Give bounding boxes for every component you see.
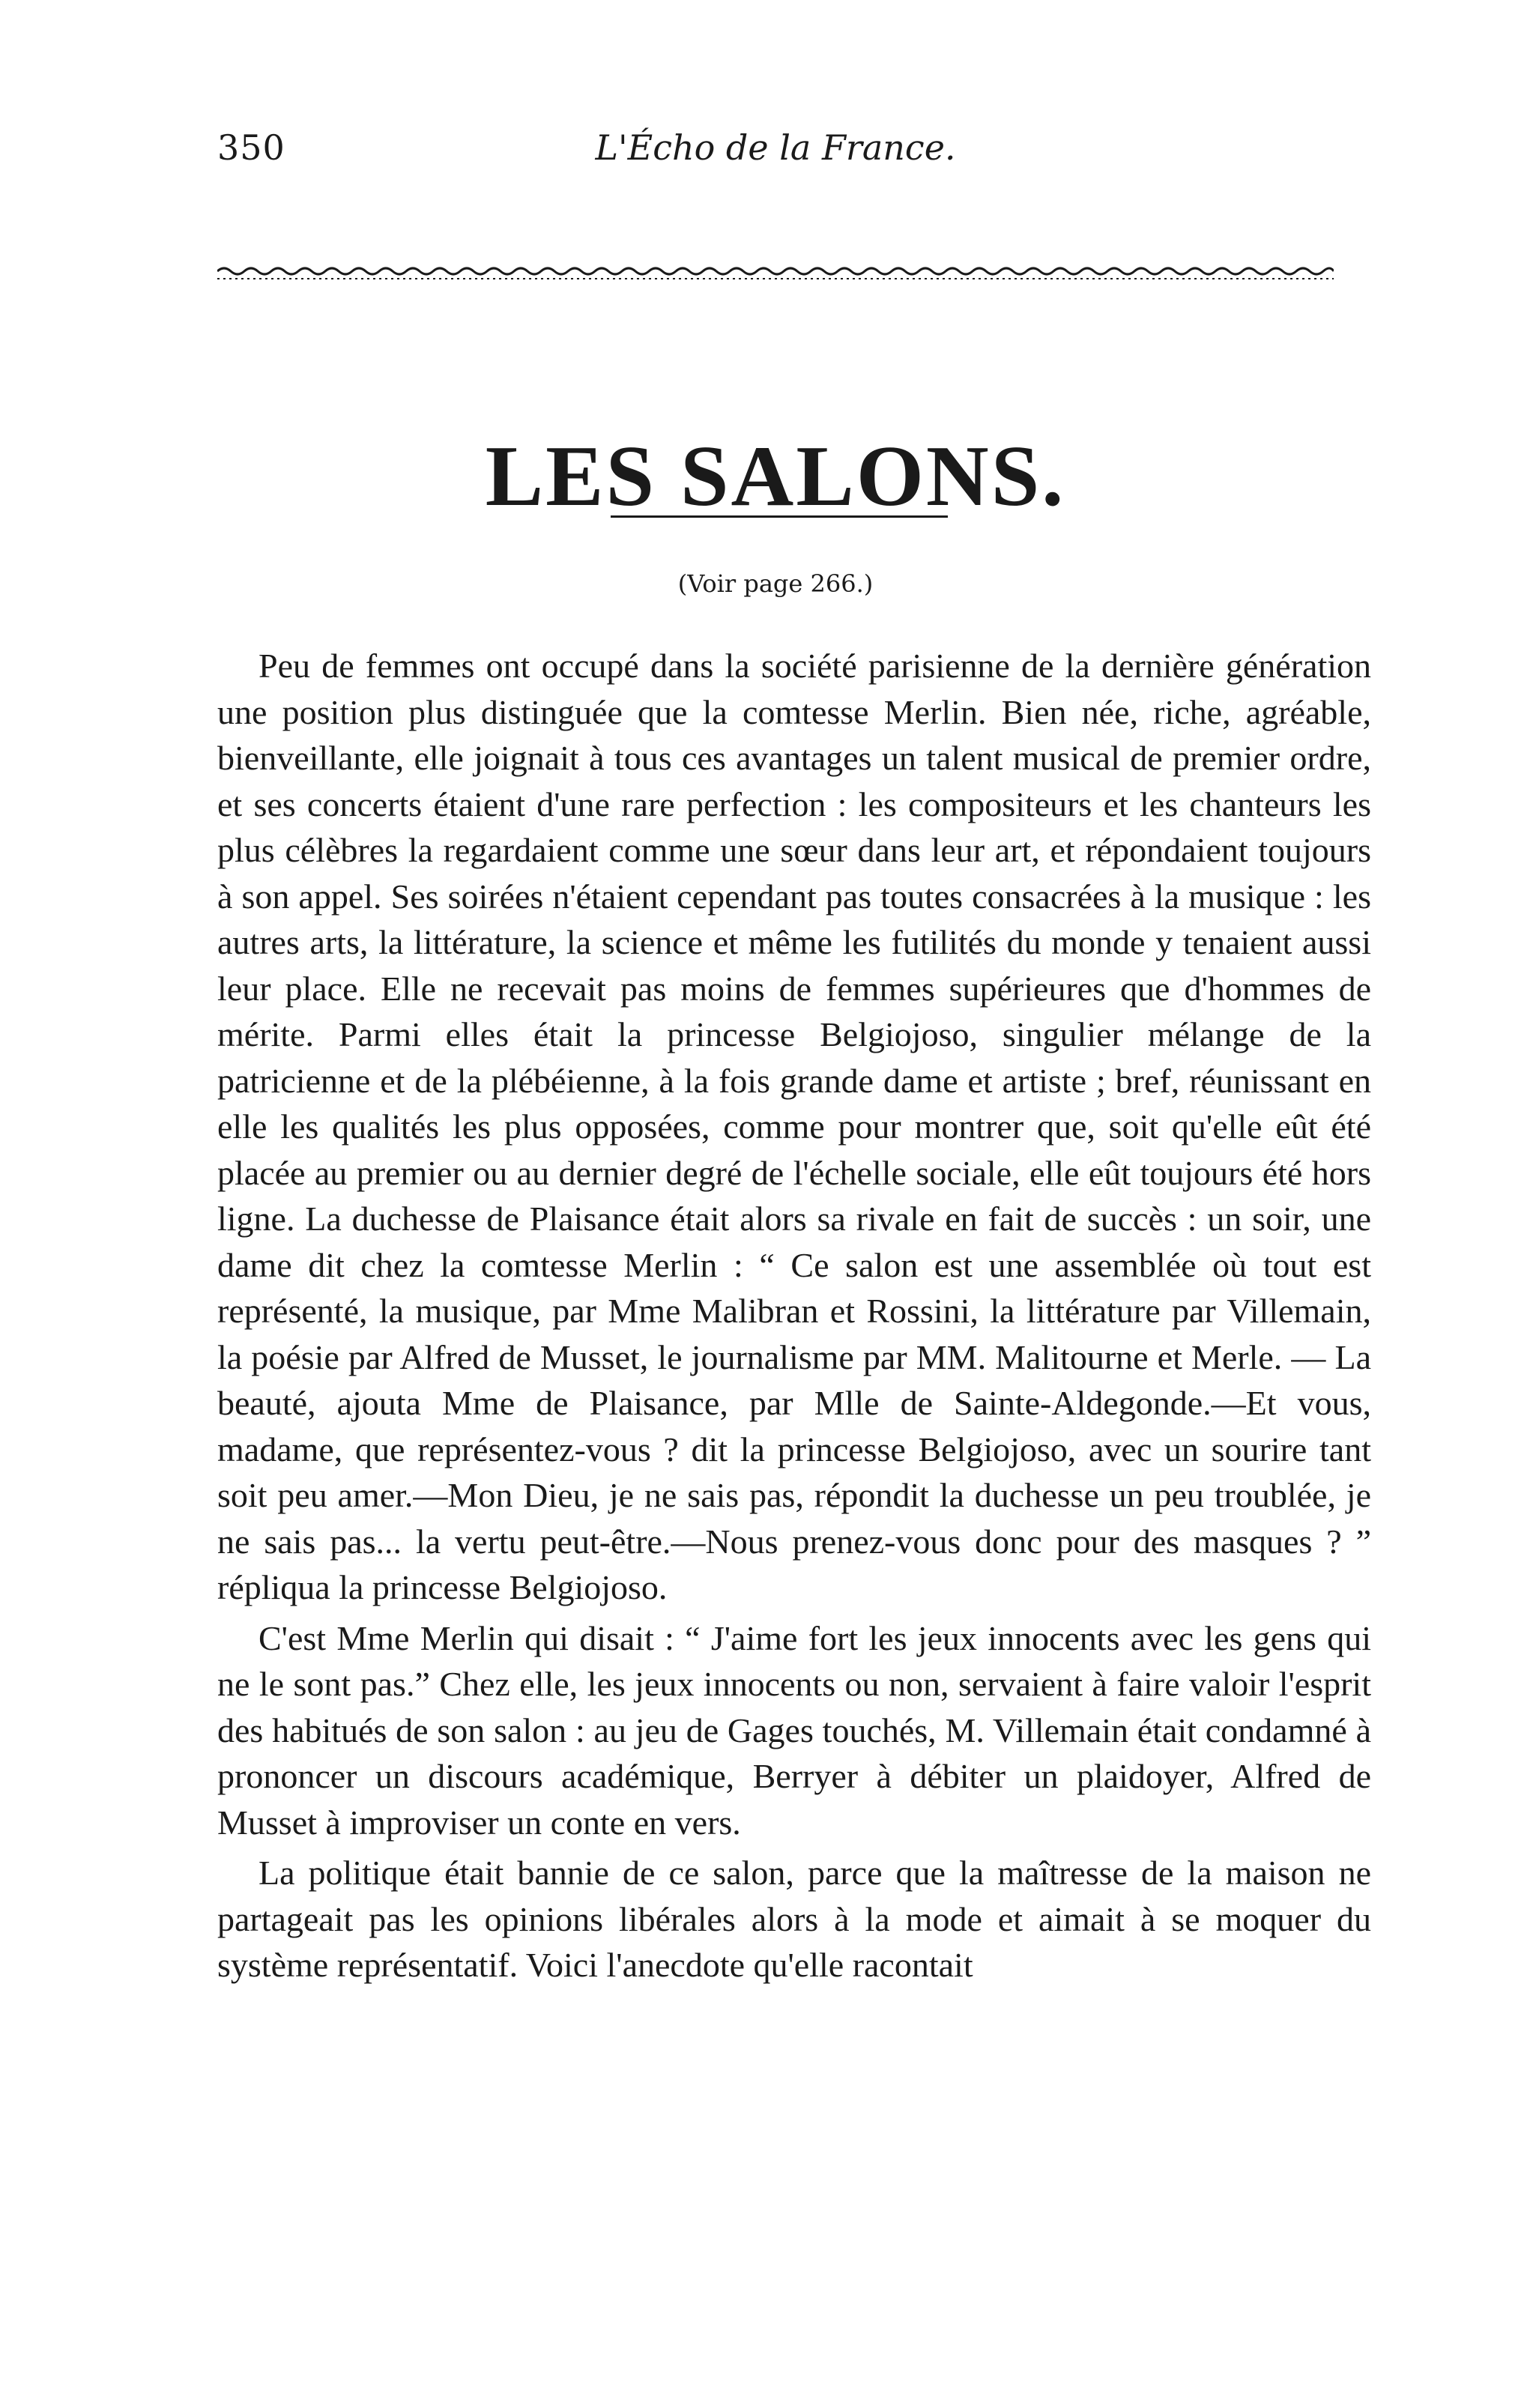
page-reference: (Voir page 266.): [677, 569, 874, 598]
running-head: [217, 127, 1334, 180]
paragraph: La politique était bannie de ce salon, parce que la maîtresse de la maison ne partageait pas les opinions libérales alors à la mode et aimait à se moquer du système représentatif. Voici l'anecdote qu'elle racontait: [217, 1854, 1371, 1984]
paragraph: Peu de femmes ont occupé dans la société parisienne de la dernière génération une position plus distinguée que la comtesse Merlin. Bien née, riche, agréable, bienveillante, elle joignait à tous ces avantages un talent musical de premier ordre, et ses concerts étaient d'une rare perfection : les compositeurs et les chanteurs les plus célèbres la regardaient comme une sœur dans leur art, et répondaient toujours à son appel. Ses soirées n'étaient cependant pas toutes consacrées à la musique : les autres arts, la littérature, la science et même les futilités du monde y tenaient aussi leur place. Elle ne recevait pas moins de femmes supérieures que d'hommes de mérite. Parmi elles était la princesse Belgiojoso, singulier mélange de la patricienne et de la plébéienne, à la fois grande dame et artiste ; bref, réunissant en elle les qualités les plus opposées, comme pour montrer que, soit qu'elle eût été placée au premier ou au dernier degré de l'échelle sociale, elle eût toujours été hors ligne. La duchesse de Plaisance était alors sa rivale en fait de succès : un soir, une dame dit chez la comtesse Merlin : “ Ce salon est une assemblée où tout est représenté, la musique, par Mme Malibran et Rossini, la littérature par Villemain, la poésie par Alfred de Musset, le journalisme par MM. Malitourne et Merle. — La beauté, ajouta Mme de Plaisance, par Mlle de Sainte-Aldegonde.—Et vous, madame, que représentez-vous ? dit la princesse Belgiojoso, avec un sourire tant soit peu amer.—Mon Dieu, je ne sais pas, répondit la duchesse un peu troublée, je ne sais pas... la vertu peut-être.—Nous prenez-vous donc pour des masques ? ” répliqua la princesse Belgiojoso.: [217, 647, 1371, 1606]
page-number: 350: [217, 127, 285, 168]
paragraph: C'est Mme Merlin qui disait : “ J'aime fort les jeux innocents avec les gens qui ne le sont pas.” Chez elle, les jeux innocents ou non, servaient à faire valoir l'esprit des habitués de son salon : au jeu de Gages touchés, M. Villemain était condamné à prononcer un discours académique, Berryer à débiter un plaidoyer, Alfred de Musset à improviser un conte en vers.: [217, 1618, 1371, 1842]
article-title: LES SALONS.: [485, 428, 1066, 524]
journal-title: L'Écho de la France.: [595, 127, 956, 168]
decorative-wave-rule: [217, 264, 1334, 283]
title-divider: [611, 515, 948, 518]
article-body: [217, 643, 1371, 1988]
